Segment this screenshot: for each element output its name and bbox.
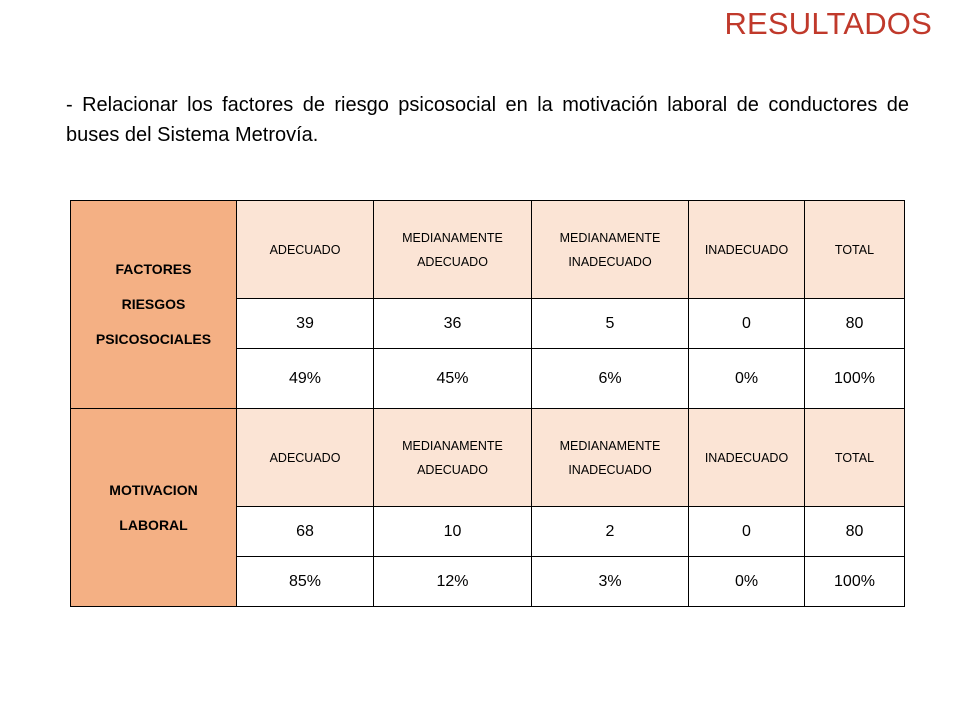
column-header-inadecuado bbox=[689, 201, 805, 299]
header-text: ADECUADO bbox=[269, 242, 341, 257]
group-label-line: MOTIVACION bbox=[109, 481, 198, 498]
results-table bbox=[70, 200, 905, 607]
cell-percent: 100% bbox=[805, 349, 905, 409]
group-label-line: PSICOSOCIALES bbox=[95, 331, 212, 347]
cell-count: 2 bbox=[532, 507, 689, 557]
cell-count: 36 bbox=[374, 299, 532, 349]
header-text: INADECUADO bbox=[568, 462, 652, 477]
header-text: MEDIANAMENTE bbox=[559, 230, 661, 245]
column-header-medianamente-adecuado bbox=[374, 409, 532, 507]
cell-percent: 0% bbox=[689, 349, 805, 409]
column-header-medianamente-inadecuado bbox=[532, 201, 689, 299]
column-header-medianamente-inadecuado bbox=[532, 409, 689, 507]
group-label-line: LABORAL bbox=[119, 516, 188, 533]
objective-text: - Relacionar los factores de riesgo psicosocial en la motivación laboral de conductores de buses del Sistema Metrovía. bbox=[66, 94, 909, 146]
group-label-line: FACTORES bbox=[115, 261, 192, 277]
header-text: INADECUADO bbox=[704, 450, 789, 465]
group-label-factores bbox=[71, 201, 237, 409]
header-text: ADECUADO bbox=[417, 462, 488, 477]
header-text: INADECUADO bbox=[568, 254, 652, 269]
cell-count: 10 bbox=[374, 507, 532, 557]
column-header-medianamente-adecuado bbox=[374, 201, 532, 299]
header-text: MEDIANAMENTE bbox=[402, 230, 503, 245]
header-text: INADECUADO bbox=[704, 242, 789, 257]
column-header-inadecuado bbox=[689, 409, 805, 507]
table-row bbox=[71, 409, 905, 507]
cell-percent: 85% bbox=[237, 557, 374, 607]
cell-percent: 12% bbox=[374, 557, 532, 607]
cell-percent: 100% bbox=[805, 557, 905, 607]
column-header-adecuado bbox=[237, 201, 374, 299]
column-header-total bbox=[805, 409, 905, 507]
header-text: TOTAL bbox=[834, 450, 875, 465]
table-row bbox=[71, 201, 905, 299]
cell-count: 68 bbox=[237, 507, 374, 557]
cell-count: 0 bbox=[689, 299, 805, 349]
header-text: TOTAL bbox=[834, 242, 875, 257]
column-header-adecuado bbox=[237, 409, 374, 507]
cell-count: 39 bbox=[237, 299, 374, 349]
header-text: ADECUADO bbox=[417, 254, 488, 269]
cell-count: 80 bbox=[805, 299, 905, 349]
column-header-total bbox=[805, 201, 905, 299]
cell-count: 0 bbox=[689, 507, 805, 557]
group-label-motivacion bbox=[71, 409, 237, 607]
cell-percent: 45% bbox=[374, 349, 532, 409]
cell-count: 5 bbox=[532, 299, 689, 349]
cell-percent: 49% bbox=[237, 349, 374, 409]
header-text: MEDIANAMENTE bbox=[402, 438, 503, 453]
cell-percent: 6% bbox=[532, 349, 689, 409]
header-text: ADECUADO bbox=[269, 450, 341, 465]
group-label-line: RIESGOS bbox=[121, 296, 186, 312]
cell-count: 80 bbox=[805, 507, 905, 557]
cell-percent: 0% bbox=[689, 557, 805, 607]
header-text: MEDIANAMENTE bbox=[559, 438, 661, 453]
slide-title: RESULTADOS bbox=[724, 6, 932, 41]
cell-percent: 3% bbox=[532, 557, 689, 607]
